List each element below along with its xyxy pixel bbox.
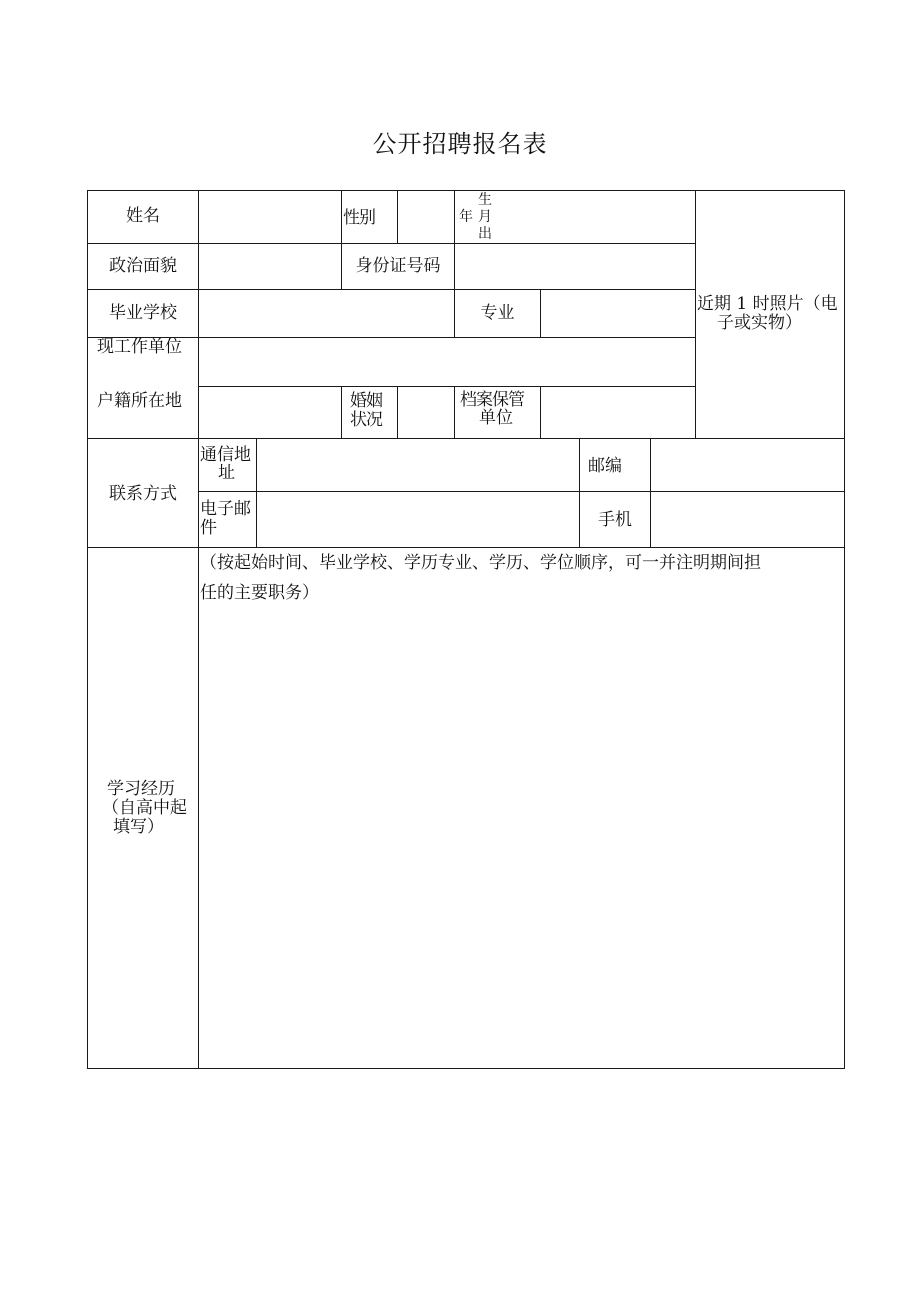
school-label: 毕业学校	[109, 303, 177, 323]
hukou-field[interactable]	[199, 387, 341, 438]
education-field[interactable]	[199, 548, 844, 1068]
education-hint-line-1: （按起始时间、毕业学校、学历专业、学历、学位顺序，可一并注明期间担	[200, 553, 761, 573]
email-field[interactable]	[257, 492, 579, 547]
marital-label-1: 婚姻	[350, 391, 382, 411]
address-field[interactable]	[257, 439, 579, 491]
photo-label-2: 子或实物）	[717, 313, 802, 333]
school-field[interactable]	[199, 290, 454, 337]
mobile-field[interactable]	[651, 492, 844, 547]
birth-label-3: 月	[478, 209, 492, 225]
birth-label-1: 生	[478, 192, 492, 208]
form-title: 公开招聘报名表	[372, 130, 548, 158]
marital-field[interactable]	[398, 387, 454, 438]
mobile-label: 手机	[598, 510, 632, 530]
education-label-3: 填写）	[113, 817, 164, 837]
current-work-field[interactable]	[199, 338, 695, 386]
birth-date-field[interactable]	[500, 191, 695, 243]
education-label-1: 学习经历	[107, 779, 175, 799]
political-label: 政治面貌	[109, 256, 177, 276]
email-label-1: 电子邮	[200, 499, 251, 519]
birth-label-2: 年	[459, 209, 473, 225]
email-label-2: 件	[200, 518, 217, 538]
name-label: 姓名	[126, 206, 160, 226]
archive-label-2: 单位	[479, 408, 513, 428]
postcode-label: 邮编	[588, 456, 622, 476]
id-number-field[interactable]	[455, 244, 695, 289]
birth-label-4: 出	[478, 226, 492, 242]
id-number-label: 身份证号码	[355, 256, 441, 276]
gender-label: 性别	[343, 208, 375, 228]
marital-label-2: 状况	[350, 410, 382, 430]
postcode-field[interactable]	[651, 439, 844, 491]
address-label-2: 址	[218, 463, 235, 483]
hukou-label: 户籍所在地	[97, 391, 182, 411]
education-label-2: （自高中起	[102, 798, 187, 818]
political-field[interactable]	[199, 244, 341, 289]
address-label-1: 通信地	[200, 445, 251, 465]
name-field[interactable]	[199, 191, 341, 243]
archive-label-1: 档案保管	[460, 390, 524, 410]
archive-field[interactable]	[541, 387, 695, 438]
education-hint-line-2: 任的主要职务）	[200, 583, 319, 603]
major-label: 专业	[480, 303, 515, 323]
gender-field[interactable]	[398, 191, 454, 243]
photo-label-1: 近期 1 时照片（电	[697, 294, 838, 314]
contact-label: 联系方式	[109, 484, 177, 504]
current-work-label: 现工作单位	[97, 337, 182, 357]
major-field[interactable]	[541, 290, 695, 337]
